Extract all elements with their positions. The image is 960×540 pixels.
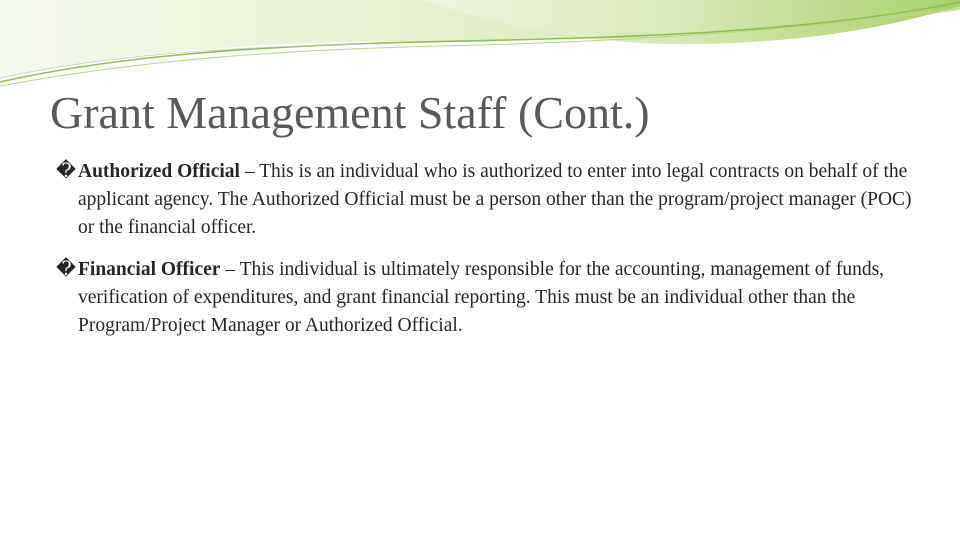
bullet-marker-icon: � [56,259,76,280]
bullet-text: – This is an individual who is authorized to enter into legal contracts on behalf of the applicant agency. The Authorized Official must be a person other than the program/project manager (POC) or the financial officer. [78,161,912,238]
slide-title: Grant Management Staff (Cont.) [50,87,650,138]
bullet-marker-icon: � [56,161,76,182]
bullet-authorized-official [56,158,916,242]
header-swoosh-decoration [0,0,960,100]
bullet-list [56,158,916,354]
bullet-term: Financial Officer [78,259,221,280]
bullet-financial-officer [56,256,916,340]
bullet-term: Authorized Official [78,161,240,182]
bullet-text: – This individual is ultimately responsible for the accounting, management of funds, verification of expenditures, and grant financial reporting. This must be an individual other than the Program/Project Manager or Authorized Official. [78,259,885,336]
